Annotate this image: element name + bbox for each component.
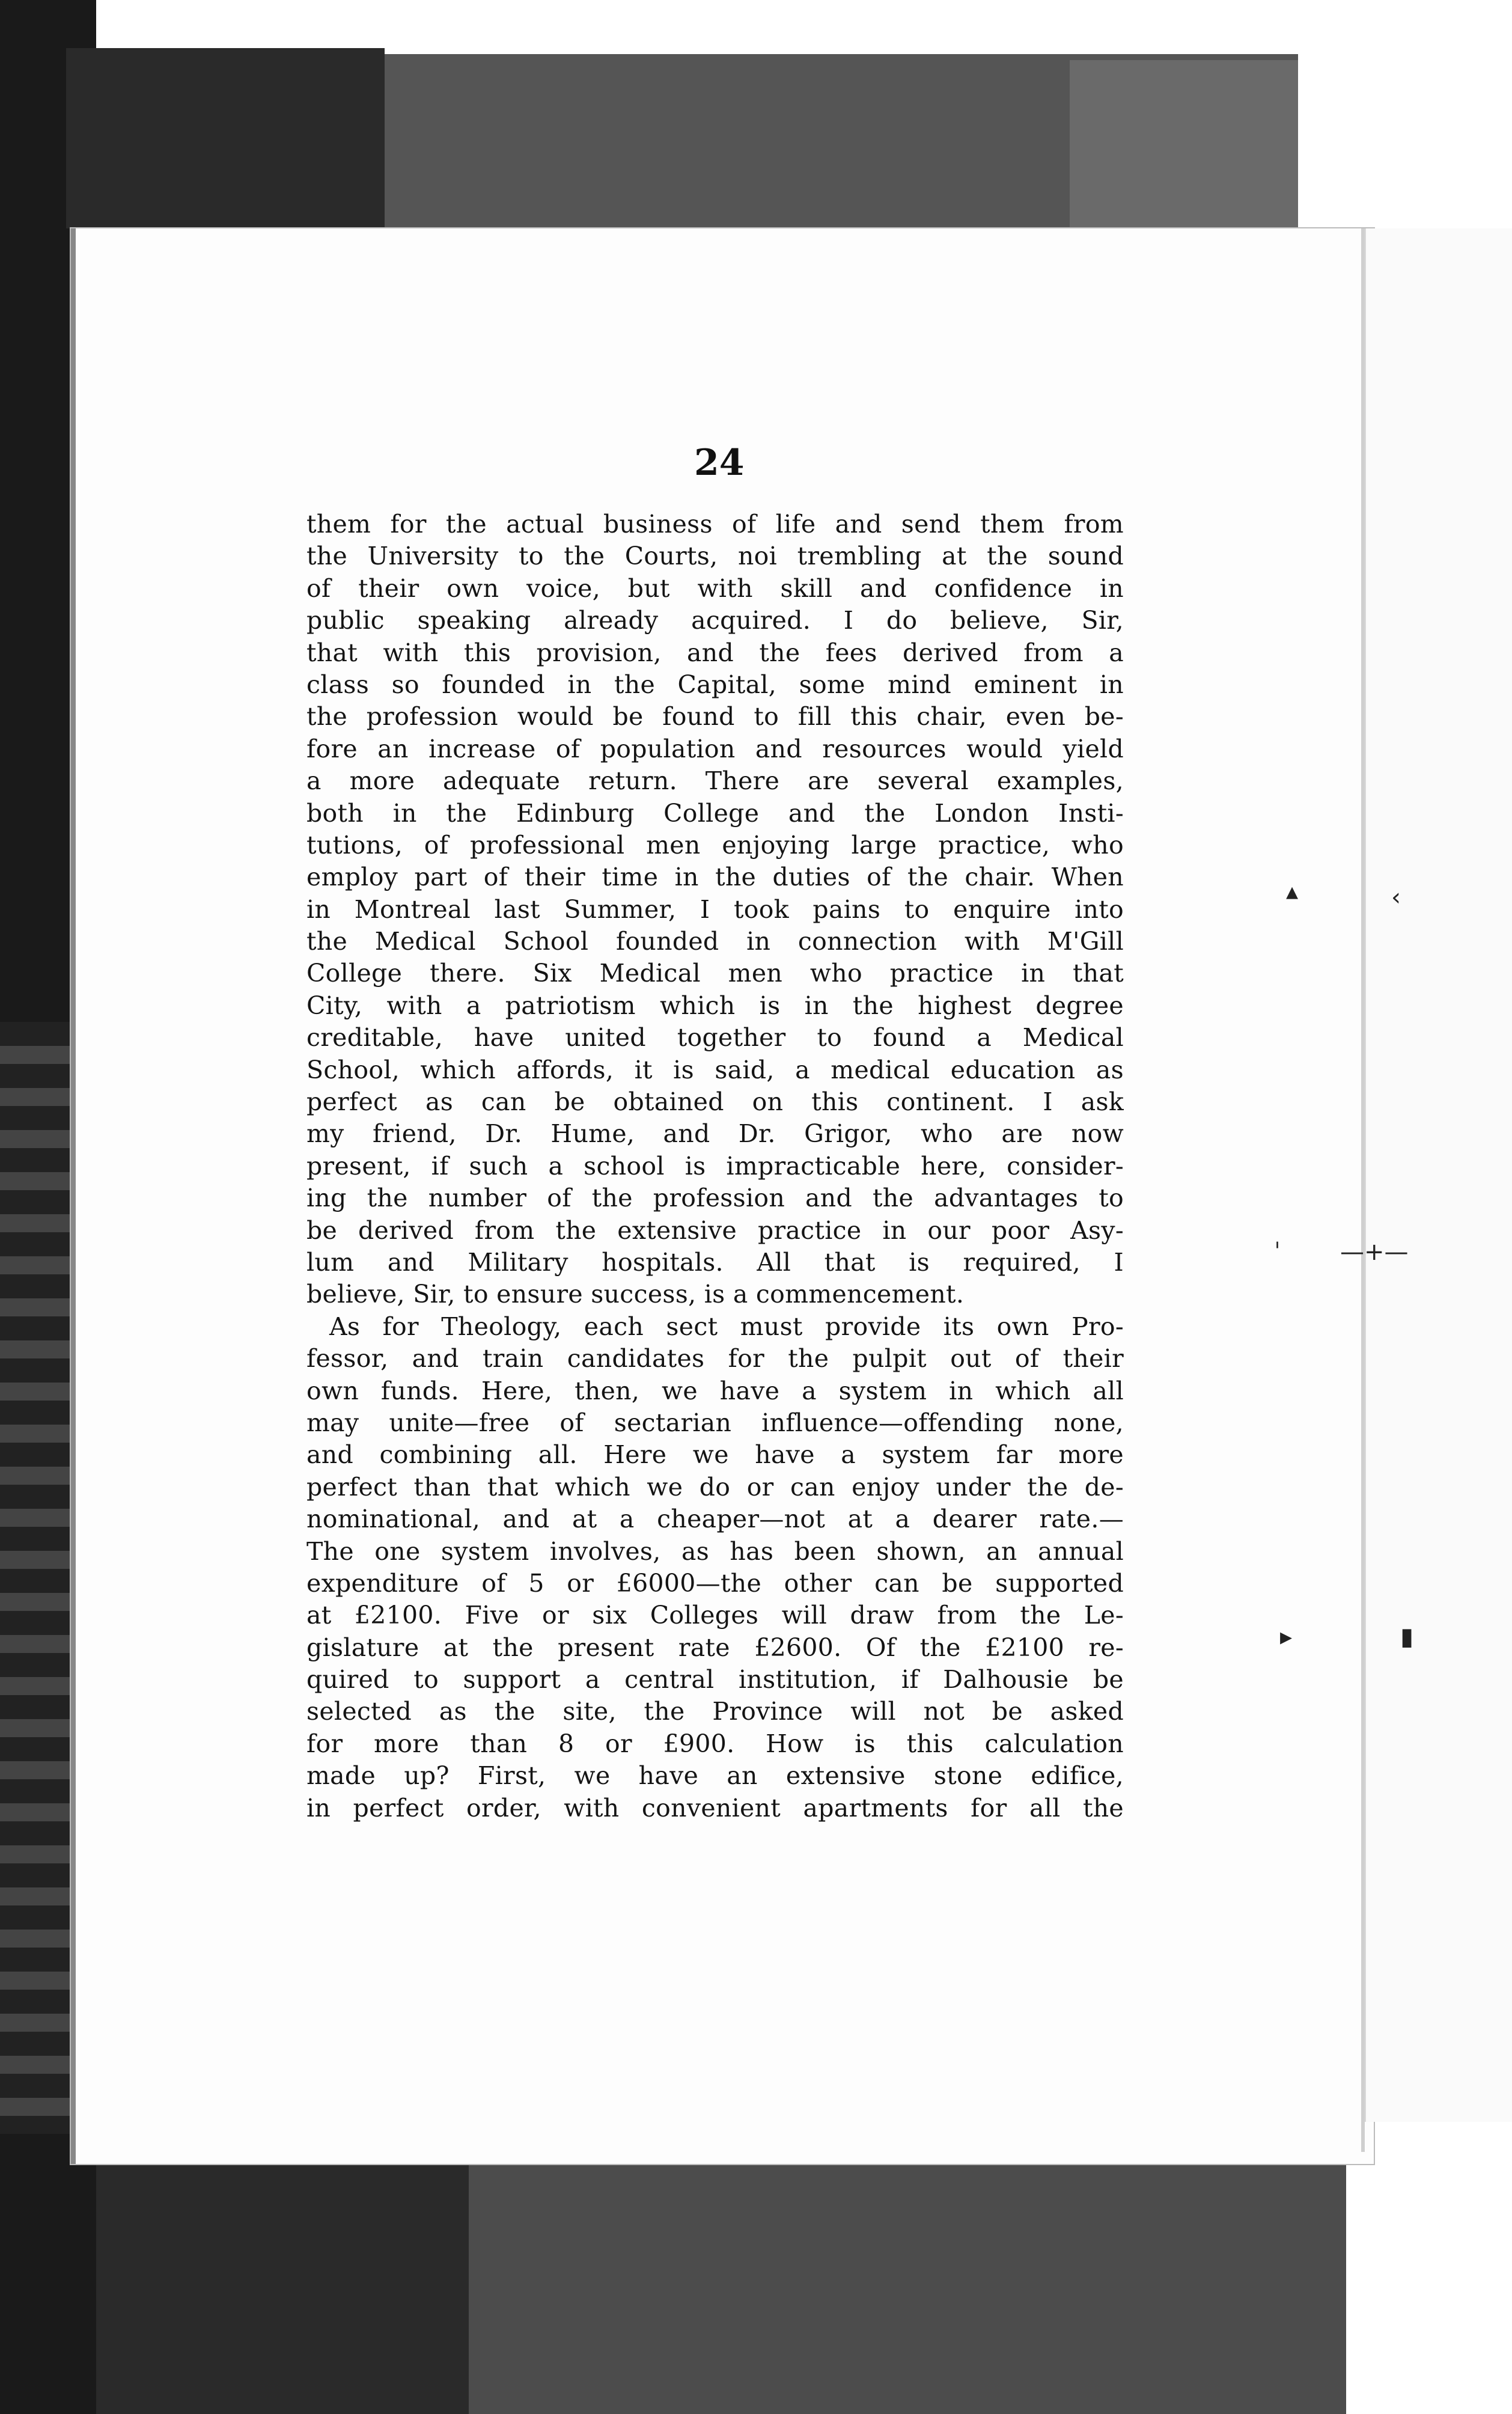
text-line: creditable, have united together to found a Medical <box>306 1023 1124 1053</box>
text-line: my friend, Dr. Hume, and Dr. Grigor, who are now <box>306 1119 1124 1149</box>
body-text <box>306 509 1124 1824</box>
text-line: in Montreal last Summer, I took pains to enquire into <box>306 894 1124 924</box>
text-line: be derived from the extensive practice in our poor Asy- <box>306 1215 1124 1245</box>
text-line: the profession would be found to fill this chair, even be- <box>306 702 1124 732</box>
text-line: a more adequate return. There are several examples, <box>306 766 1124 796</box>
text-line: in perfect order, with convenient apartments for all the <box>306 1793 1124 1823</box>
text-line: College there. Six Medical men who practice in that <box>306 959 1124 988</box>
text-line: quired to support a central institution, if Dalhousie be <box>306 1665 1124 1694</box>
page-number: 24 <box>694 442 745 484</box>
text-line: present, if such a school is impracticable here, consider- <box>306 1151 1124 1181</box>
scan-speck: ▮ <box>1400 1623 1414 1651</box>
scan-background-bottom <box>469 2140 1346 2414</box>
scan-speck: ˈ <box>1274 1238 1281 1266</box>
text-line: the University to the Courts, noi trembling at the sound <box>306 542 1124 571</box>
text-line: ing the number of the profession and the advantages to <box>306 1184 1124 1213</box>
text-line: made up? First, we have an extensive stone edifice, <box>306 1761 1124 1791</box>
scan-background-bottom-left <box>96 2128 469 2414</box>
text-line: the Medical School founded in connection with M'Gill <box>306 927 1124 956</box>
text-line: may unite—free of sectarian influence—offending none, <box>306 1408 1124 1437</box>
text-line: of their own voice, but with skill and confidence in <box>306 573 1124 603</box>
text-line: fore an increase of population and resources would yield <box>306 734 1124 763</box>
adjacent-page <box>1365 228 1512 2122</box>
fold-mark: —+— <box>1340 1238 1409 1266</box>
text-line: The one system involves, as has been shown, an annual <box>306 1536 1124 1566</box>
text-line: that with this provision, and the fees derived from a <box>306 638 1124 667</box>
text-line: public speaking already acquired. I do believe, Sir, <box>306 606 1124 635</box>
text-line: class so founded in the Capital, some mind eminent in <box>306 670 1124 699</box>
text-line: nominational, and at a cheaper—not at a dearer rate.— <box>306 1505 1124 1534</box>
text-line: employ part of their time in the duties of the chair. When <box>306 863 1124 892</box>
text-line: believe, Sir, to ensure success, is a commencement. <box>306 1280 965 1309</box>
text-line: fessor, and train candidates for the pulpit out of their <box>306 1344 1124 1374</box>
text-line: tutions, of professional men enjoying large practice, who <box>306 830 1124 860</box>
text-line: School, which affords, it is said, a medical education as <box>306 1055 1124 1084</box>
text-line: and combining all. Here we have a system far more <box>306 1440 1124 1470</box>
text-line: City, with a patriotism which is in the highest degree <box>306 991 1124 1020</box>
scan-background-top-right <box>1070 60 1298 228</box>
text-line: perfect as can be obtained on this continent. I ask <box>306 1087 1124 1117</box>
text-line: expenditure of 5 or £6000—the other can be supported <box>306 1568 1124 1598</box>
scan-speck: ▴ <box>1286 878 1299 905</box>
text-line: at £2100. Five or six Colleges will draw from the Le- <box>306 1601 1124 1630</box>
scan-background-top-left <box>66 48 385 228</box>
text-line: lum and Military hospitals. All that is required, I <box>306 1247 1124 1277</box>
text-line: for more than 8 or £900. How is this calculation <box>306 1729 1124 1758</box>
text-line: both in the Edinburg College and the London Insti- <box>306 798 1124 828</box>
text-line: perfect than that which we do or can enjoy under the de- <box>306 1472 1124 1502</box>
text-line: As for Theology, each sect must provide its own Pro- <box>329 1312 1124 1341</box>
scan-film-edge <box>0 1022 72 2134</box>
text-line: them for the actual business of life and send them from <box>306 510 1124 539</box>
text-line: gislature at the present rate £2600. Of the £2100 re- <box>306 1633 1124 1662</box>
scan-speck: ‹ <box>1391 884 1401 911</box>
scan-speck: ▸ <box>1280 1623 1293 1651</box>
text-line: selected as the site, the Province will not be asked <box>306 1697 1124 1726</box>
text-line: own funds. Here, then, we have a system in which all <box>306 1376 1124 1405</box>
